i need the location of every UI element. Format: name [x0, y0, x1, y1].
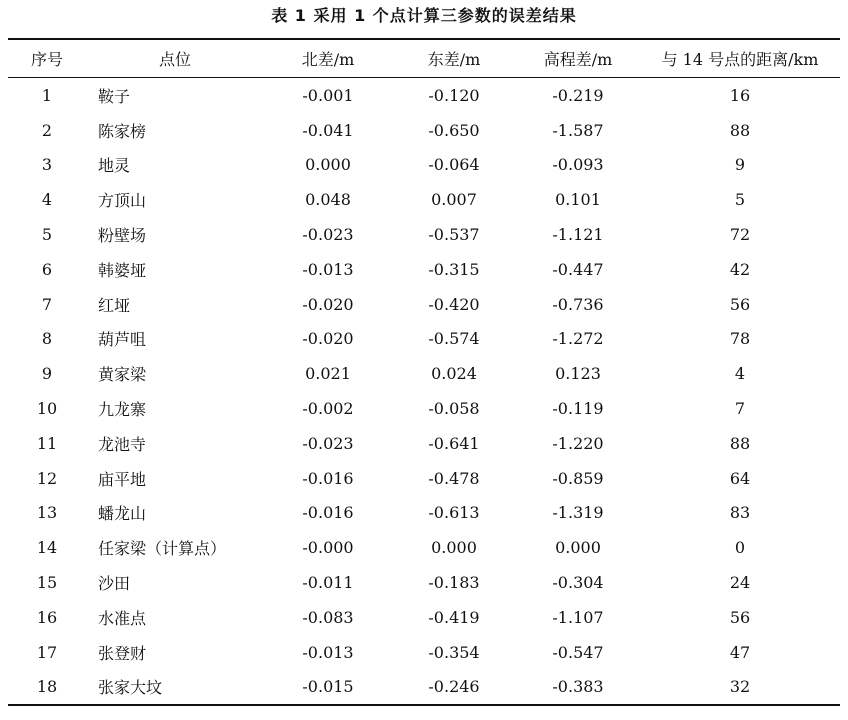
table-row	[8, 635, 840, 670]
cell-distance: 56	[729, 294, 751, 314]
cell-name: 粉壁场	[98, 226, 147, 246]
table-row	[8, 565, 840, 600]
cell-north: -0.083	[302, 607, 354, 627]
cell-no: 6	[41, 259, 53, 279]
cell-east: -0.246	[392, 670, 516, 706]
cell-north: -0.001	[302, 85, 354, 105]
cell-east: -0.613	[428, 503, 480, 523]
table-row	[8, 391, 840, 426]
cell-height: -0.736	[552, 294, 604, 314]
table-row	[8, 461, 840, 496]
cell-east: -0.183	[428, 573, 480, 593]
cell-north: -0.020	[302, 294, 354, 314]
cell-no: 18	[8, 670, 86, 706]
table-row	[8, 530, 840, 565]
table-row	[8, 217, 840, 252]
header-north: 北差/m	[264, 39, 392, 78]
cell-distance: 83	[729, 503, 751, 523]
table-row	[8, 113, 840, 148]
cell-height: -0.119	[552, 399, 604, 419]
cell-height: -1.272	[552, 329, 604, 349]
cell-north: 0.021	[305, 364, 351, 384]
cell-distance: 16	[729, 85, 751, 105]
cell-name: 鞍子	[98, 86, 131, 106]
cell-east: -0.641	[428, 433, 480, 453]
header-no: 序号	[8, 39, 86, 78]
cell-name: 蟠龙山	[98, 504, 147, 524]
cell-north: -0.016	[302, 468, 354, 488]
cell-height: 0.123	[555, 364, 601, 384]
cell-name: 黄家梁	[98, 365, 147, 385]
cell-east: 0.000	[431, 538, 477, 558]
header-east: 东差/m	[392, 39, 516, 78]
cell-name: 九龙寨	[98, 400, 147, 420]
table-row	[8, 670, 840, 706]
cell-no: 15	[36, 573, 58, 593]
cell-height: -0.547	[552, 642, 604, 662]
cell-no: 5	[41, 225, 53, 245]
cell-east: -0.064	[428, 155, 480, 175]
cell-name: 龙池寺	[98, 434, 147, 454]
cell-name: 葫芦咀	[98, 330, 147, 350]
cell-no: 14	[36, 538, 58, 558]
table-row	[8, 322, 840, 357]
cell-distance: 88	[729, 433, 751, 453]
cell-north: -0.023	[302, 225, 354, 245]
cell-name: 沙田	[98, 574, 131, 594]
cell-height: -0.447	[552, 259, 604, 279]
cell-no: 9	[41, 364, 53, 384]
cell-north: -0.016	[302, 503, 354, 523]
cell-name: 张登财	[98, 643, 147, 663]
cell-east: -0.478	[428, 468, 480, 488]
cell-distance: 42	[729, 259, 751, 279]
cell-no: 3	[41, 155, 53, 175]
cell-no: 17	[36, 642, 58, 662]
cell-distance: 7	[734, 399, 746, 419]
cell-north: -0.013	[302, 259, 354, 279]
cell-height: -0.304	[552, 573, 604, 593]
cell-height: -1.587	[552, 120, 604, 140]
cell-no: 11	[36, 433, 58, 453]
table-row	[8, 182, 840, 217]
cell-height: 0.000	[555, 538, 601, 558]
cell-north: -0.002	[302, 399, 354, 419]
cell-east: 0.024	[431, 364, 477, 384]
cell-east: -0.354	[428, 642, 480, 662]
cell-distance: 72	[729, 225, 751, 245]
cell-distance: 88	[729, 120, 751, 140]
cell-name: 水准点	[98, 608, 147, 628]
header-distance: 与 14 号点的距离/km	[640, 39, 840, 78]
cell-distance: 5	[734, 190, 746, 210]
table-row	[8, 252, 840, 287]
cell-north: -0.020	[302, 329, 354, 349]
cell-no: 13	[36, 503, 58, 523]
cell-east: -0.419	[428, 607, 480, 627]
cell-north: 0.000	[305, 155, 351, 175]
cell-height: -1.121	[552, 225, 604, 245]
cell-no: 10	[36, 399, 58, 419]
cell-height: -1.319	[552, 503, 604, 523]
table-row	[8, 78, 840, 113]
cell-height: -0.219	[552, 85, 604, 105]
cell-no: 1	[41, 85, 53, 105]
cell-name: 任家梁（计算点）	[98, 539, 227, 559]
cell-height: -1.107	[552, 607, 604, 627]
cell-distance: 32	[640, 670, 840, 706]
cell-east: -0.537	[428, 225, 480, 245]
header-height: 高程差/m	[516, 39, 640, 78]
cell-name: 陈家榜	[98, 121, 147, 141]
header-name: 点位	[86, 39, 264, 78]
cell-north: -0.015	[264, 670, 392, 706]
cell-name: 红垭	[98, 295, 131, 315]
cell-no: 2	[41, 120, 53, 140]
cell-distance: 64	[729, 468, 751, 488]
cell-east: 0.007	[431, 190, 477, 210]
table-row	[8, 600, 840, 635]
cell-height: -0.859	[552, 468, 604, 488]
cell-distance: 56	[729, 607, 751, 627]
cell-distance: 4	[734, 364, 746, 384]
cell-east: -0.120	[428, 85, 480, 105]
cell-north: -0.011	[302, 573, 354, 593]
cell-north: 0.048	[305, 190, 351, 210]
cell-height: -0.093	[552, 155, 604, 175]
cell-height: -1.220	[552, 433, 604, 453]
cell-no: 16	[36, 607, 58, 627]
cell-height: 0.101	[555, 190, 601, 210]
cell-north: -0.013	[302, 642, 354, 662]
cell-east: -0.650	[428, 120, 480, 140]
table-row	[8, 287, 840, 322]
cell-height: -0.383	[516, 670, 640, 706]
cell-name: 方顶山	[98, 191, 147, 211]
cell-no: 7	[41, 294, 53, 314]
cell-distance: 24	[729, 573, 751, 593]
table-row	[8, 426, 840, 461]
cell-distance: 0	[734, 538, 746, 558]
cell-east: -0.058	[428, 399, 480, 419]
cell-name: 庙平地	[98, 469, 147, 489]
cell-north: -0.000	[302, 538, 354, 558]
cell-name: 韩婆垭	[98, 260, 147, 280]
cell-east: -0.420	[428, 294, 480, 314]
table-row	[8, 148, 840, 183]
table-row	[8, 356, 840, 391]
cell-east: -0.315	[428, 259, 480, 279]
cell-north: -0.023	[302, 433, 354, 453]
table-row	[8, 496, 840, 531]
cell-name: 张家大坟	[86, 670, 264, 706]
cell-no: 8	[41, 329, 53, 349]
cell-east: -0.574	[428, 329, 480, 349]
table-header-row	[8, 39, 840, 78]
cell-no: 12	[36, 468, 58, 488]
error-results-table	[8, 38, 840, 706]
cell-distance: 78	[729, 329, 751, 349]
cell-name: 地灵	[98, 156, 131, 176]
table-caption: 表 1 采用 1 个点计算三参数的误差结果	[271, 6, 577, 25]
cell-no: 4	[41, 190, 53, 210]
cell-north: -0.041	[302, 120, 354, 140]
cell-distance: 9	[734, 155, 746, 175]
cell-distance: 47	[729, 642, 751, 662]
